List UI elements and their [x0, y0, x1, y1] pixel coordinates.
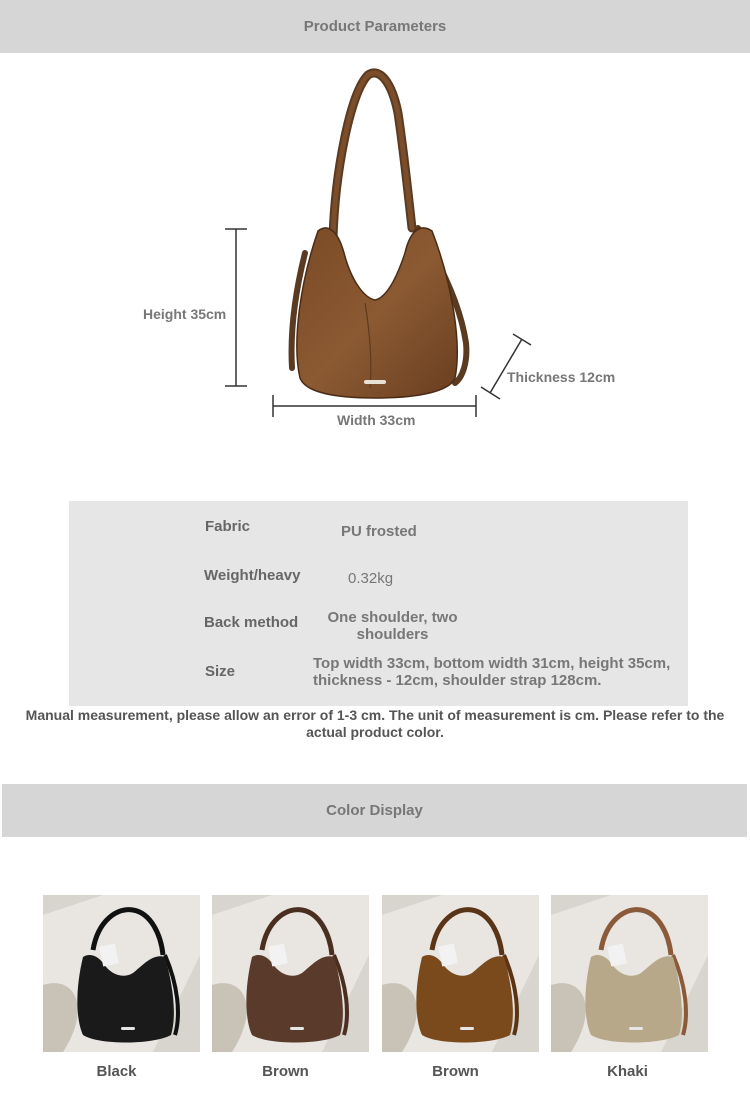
height-label: Height 35cm	[143, 306, 227, 322]
color-display-banner	[2, 784, 747, 837]
color-swatch-brown-2[interactable]	[382, 895, 539, 1052]
measurement-note: Manual measurement, please allow an error of 1-3 cm. The unit of measurement is cm. Please refer to the actual product color.	[25, 707, 725, 740]
color-swatch-brown[interactable]	[212, 895, 369, 1052]
color-display-title: Color Display	[326, 802, 423, 819]
product-parameters-banner	[0, 0, 750, 53]
spec-label-back-method: Back method	[204, 614, 299, 631]
color-swatch-khaki[interactable]	[551, 895, 708, 1052]
color-label-khaki: Khaki	[607, 1063, 648, 1080]
spec-label-fabric: Fabric	[205, 518, 251, 535]
color-swatch-black[interactable]	[43, 895, 200, 1052]
color-label-brown: Brown	[262, 1063, 309, 1080]
spec-value-weight: 0.32kg	[348, 570, 394, 587]
width-label: Width 33cm	[337, 412, 416, 428]
spec-label-weight: Weight/heavy	[204, 567, 301, 584]
spec-label-size: Size	[205, 663, 236, 680]
thickness-label: Thickness 12cm	[507, 369, 616, 385]
spec-value-back-method: One shoulder, two shoulders	[327, 609, 458, 643]
product-parameters-title: Product Parameters	[303, 18, 447, 35]
color-label-black: Black	[96, 1063, 137, 1080]
spec-value-size: Top width 33cm, bottom width 31cm, height 35cm, thickness - 12cm, shoulder strap 128cm.	[313, 655, 671, 689]
spec-value-fabric: PU frosted	[341, 523, 417, 540]
product-hero	[0, 53, 750, 493]
color-label-brown-2: Brown	[432, 1063, 479, 1080]
